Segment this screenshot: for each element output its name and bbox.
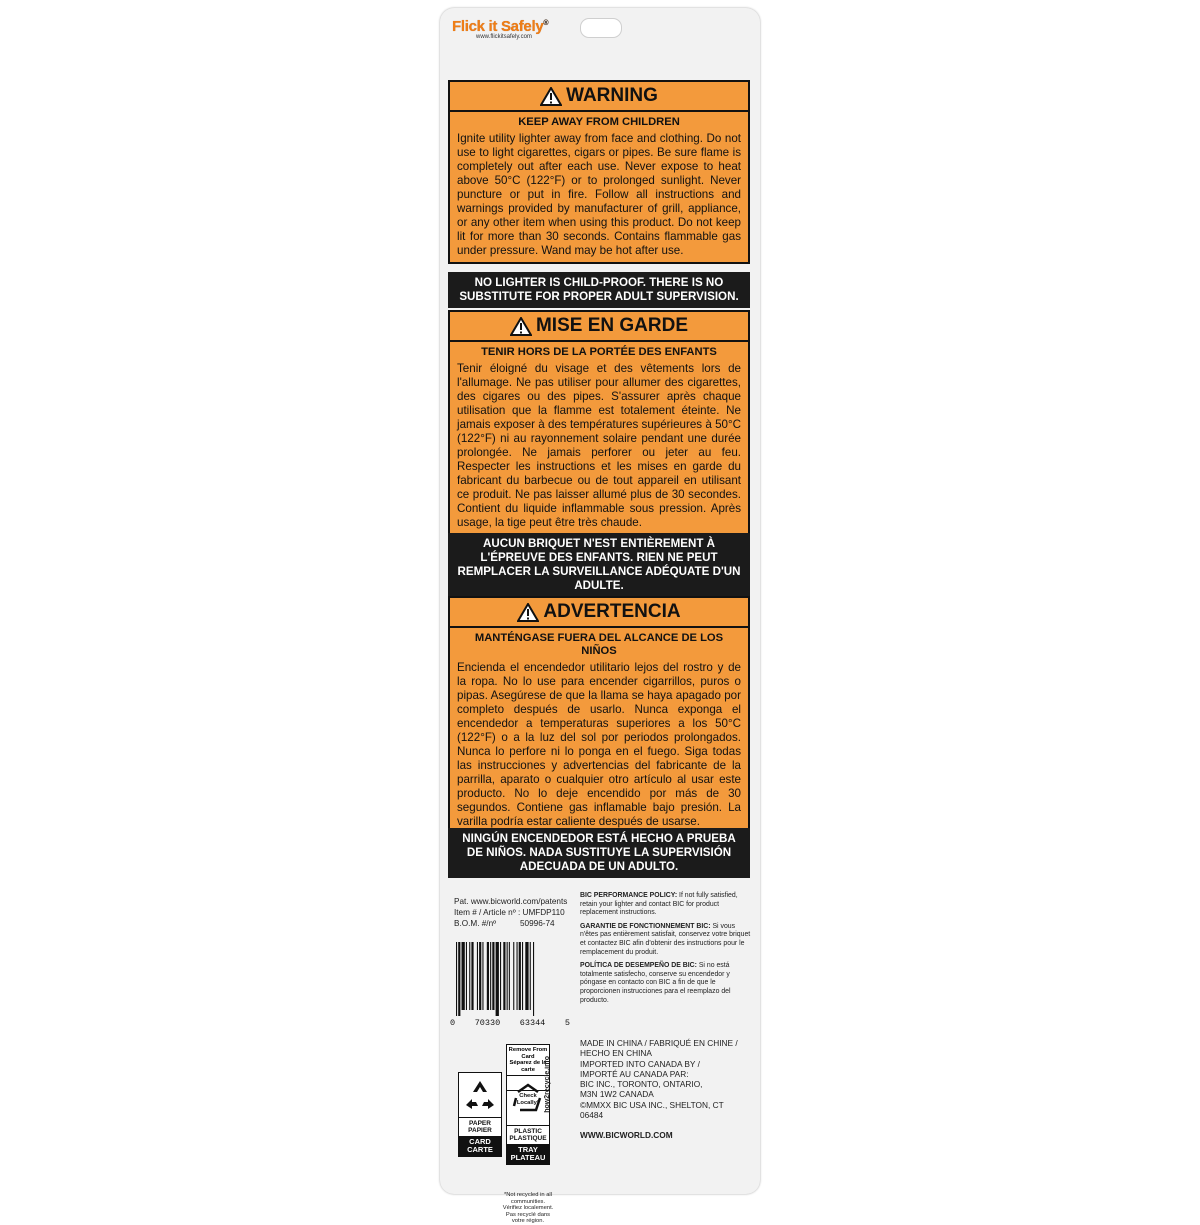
barcode-bar (522, 942, 523, 1010)
warning-header-en (450, 82, 748, 112)
warning-title-en: WARNING (566, 85, 658, 106)
warning-body-es: Encienda el encendedor utilitario lejos del rostro y de la ropa. No lo use para encender cigarrillos, puros o pipas. Asegúrese de que la llama se haya apagado por completo después de usarlo. Nunca exponga el encendedor a temperaturas superiores a los 50°C (122°F) o a la luz del sol por periodos prolongados. Nunca lo perfore ni lo ponga en el fuego. Siga todas las instrucciones y advertencias del fabricante de la parrilla, aparato o cualquier otro artículo al usar este producto. No lo deje encendido por más de 30 segundos. Contiene gas inflamable bajo presión. La varilla podría estar caliente después de usarse. (457, 661, 741, 828)
barcode-bar (456, 942, 457, 1016)
barcode-bar (458, 942, 460, 1016)
barcode-bar (492, 942, 494, 1010)
barcode-bar (471, 942, 473, 1010)
remove-from-card-note: Remove From Card Séparez de la carte (507, 1045, 549, 1076)
made-in-info: MADE IN CHINA / FABRIQUÉ EN CHINE / HECHO EN CHINA IMPORTED INTO CANADA BY / IMPORTÉ AU CANADA PAR: BIC INC., TORONTO, ONTARIO, M3N 1W2 CANADA ©MMXX BIC USA INC., SHELTON, CT 06484 WWW.BICWORLD.COM (580, 1038, 752, 1141)
warning-title-fr: MISE EN GARDE (535, 315, 689, 336)
barcode-bar (477, 942, 478, 1010)
warning-box-en (448, 80, 750, 264)
hang-hole (580, 18, 622, 38)
barcode-bar (509, 942, 510, 1010)
warning-subtitle-es: MANTÉNGASE FUERA DEL ALCANCE DE LOS NIÑOS (474, 632, 724, 657)
barcode-bar (462, 942, 465, 1010)
bottom-info (440, 888, 760, 1224)
supervision-bar-es: NINGÚN ENCENDEDOR ESTÁ HECHO A PRUEBA DE NIÑOS. NADA SUSTITUYE LA SUPERVISIÓN ADECUADA DE UN ADULTO. (448, 828, 750, 878)
barcode-bar (530, 942, 531, 1010)
warning-header-fr (450, 312, 748, 342)
barcode-bar (513, 942, 514, 1010)
warning-subtitle-en: KEEP AWAY FROM CHILDREN (518, 116, 680, 128)
paper-card-recycle: PAPER PAPIER CARD CARTE (458, 1072, 502, 1157)
barcode-bar (487, 942, 489, 1010)
warning-header-es (450, 598, 748, 628)
barcode-bar (482, 942, 483, 1010)
warning-title-es: ADVERTENCIA (543, 601, 681, 622)
warning-box-es (448, 596, 750, 835)
not-recycled-note: *Not recycled in all communities. Vérifiez localement. Pas recyclé dans votre région. (502, 1192, 554, 1224)
how2recycle-url: how2recycle.info (544, 1056, 551, 1113)
barcode-bar (517, 942, 518, 1010)
barcode-number: 0 70330 63344 5 (450, 1018, 570, 1028)
barcode-bar (479, 942, 481, 1010)
product-card (440, 8, 760, 1224)
barcode (454, 942, 566, 1016)
barcode-bar (466, 942, 467, 1010)
barcode-bar (525, 942, 528, 1010)
barcode-bar (469, 942, 470, 1010)
barcode-bar (533, 942, 534, 1016)
warning-subtitle-fr: TENIR HORS DE LA PORTÉE DES ENFANTS (481, 346, 717, 358)
warning-triangle-icon (540, 87, 562, 106)
flick-it-safely-logo (452, 18, 562, 40)
warning-body-fr: Tenir éloigné du visage et des vêtements lors de l'allumage. Ne pas utiliser pour allumer des cigarettes, des cigares ou des pipes. S'assurer après chaque utilisation que la flamme est totalement éteinte. Ne jamais exposer à des températures supérieures à 50°C (122°F) ni au rayonnement solaire pendant une durée prolongée. Ne jamais perforer ou jeter au feu. Respecter les instructions et les mises en garde du fabricant du barbecue ou de tout appareil en utilisant ce produit. Ne pas laisser allumé plus de 30 secondes. Contient du liquide inflammable sous pression. Après usage, la tige peut être très chaude. (457, 362, 741, 529)
barcode-bar (519, 942, 521, 1010)
recycle-icon (459, 1073, 501, 1117)
supervision-bar-fr: AUCUN BRIQUET N'EST ENTIÈREMENT À L'ÉPREUVE DES ENFANTS. RIEN NE PEUT REMPLACER LA SURVEILLANCE ADÉQUATE D'UN ADULTE. (448, 533, 750, 597)
product-info: Pat. www.bicworld.com/patents Item # / Article nº : UMFDP110 B.O.M. #/nº 50996-74 (454, 897, 568, 928)
barcode-bar (503, 942, 505, 1010)
warning-body-en: Ignite utility lighter away from face and clothing. Do not use to light cigarettes, cigars or pipes. Be sure flame is completely out after each use. Never expose to heat above 50°C (122°F) or to prolonged sunlight. Never puncture or put in fire. Follow all instructions and warnings provided by manufacturer of grill, appliance, or any other item when using this product. Do not keep lit for more than 30 seconds. Contains flammable gas under pressure. Wand may be hot after use. (457, 132, 741, 257)
logo-brand: Flick it Safely® (452, 18, 549, 35)
barcode-bar (507, 942, 508, 1010)
warning-triangle-icon (510, 317, 532, 336)
barcode-bar (490, 942, 491, 1010)
logo-url: www.flickitsafely.com (476, 34, 532, 40)
warning-triangle-icon (517, 603, 539, 622)
performance-policy: BIC PERFORMANCE POLICY: If not fully satisfied, retain your lighter and contact BIC for product replacement instructions. GARANTIE DE FONCTIONNEMENT BIC: Si vous n'êtes pas entièrement satisfait, conservez votre briquet et contactez BIC afin d'obtenir des instructions pour le remplacement du produit. POLÍTICA DE DESEMPEÑO DE BIC: Si no está totalmente satisfecho, conserve su encendedor y póngase en contacto con BIC a fin de que le proporcionen instrucciones para el reemplazo del producto. (580, 892, 751, 1004)
supervision-bar-en: NO LIGHTER IS CHILD-PROOF. THERE IS NO SUBSTITUTE FOR PROPER ADULT SUPERVISION. (448, 272, 750, 308)
warning-box-fr (448, 310, 750, 536)
barcode-bar (496, 942, 499, 1016)
plastic-tray-recycle: Remove From Card Séparez de la carte Check Locally* PLASTIC PLASTIQUE TRAY PLATEAU (506, 1044, 550, 1165)
website-link: WWW.BICWORLD.COM (580, 1130, 673, 1141)
barcode-bar (500, 942, 501, 1010)
